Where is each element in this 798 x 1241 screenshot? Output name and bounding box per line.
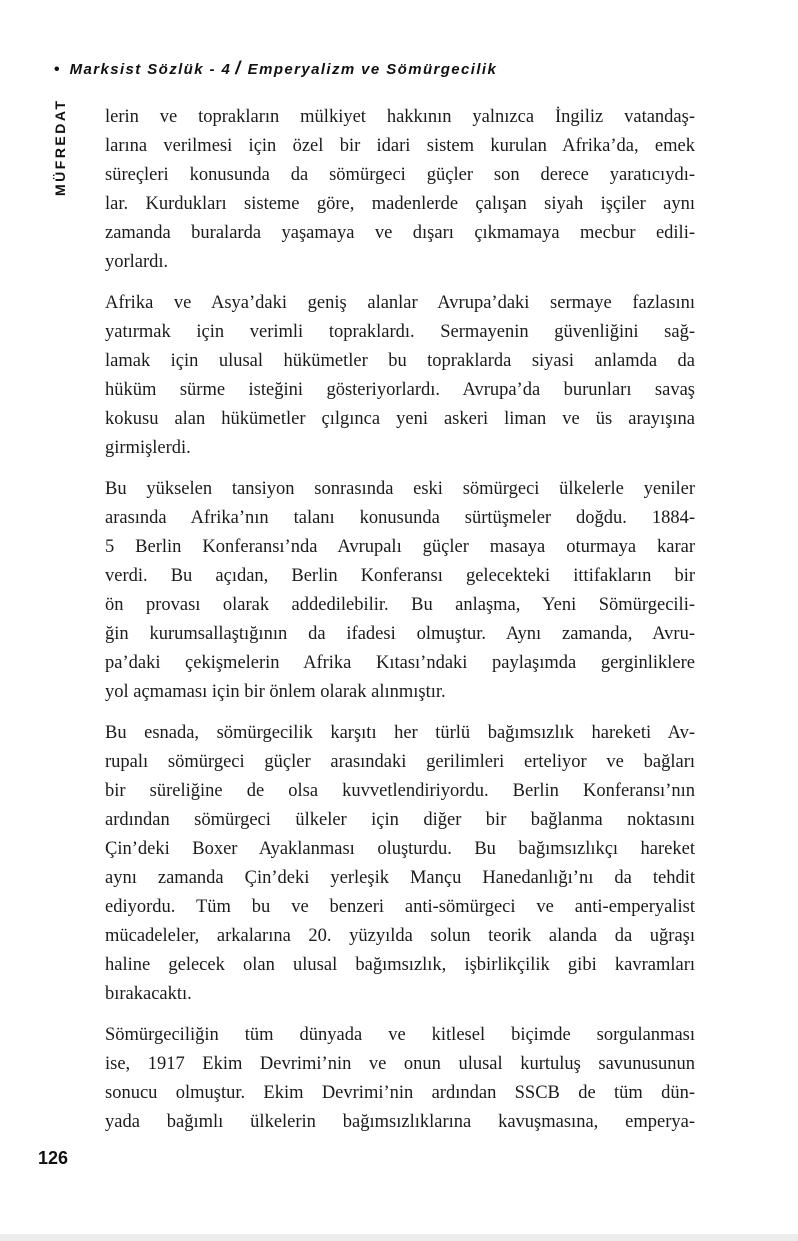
text-line: lar. Kurdukları sisteme göre, madenlerde çalışan siyah işçiler aynı bbox=[105, 194, 695, 214]
margin-tab-label: MÜFREDAT bbox=[52, 98, 68, 196]
text-line: yorlardı. bbox=[105, 252, 169, 272]
text-line: 5 Berlin Konferansı’nda Avrupalı güçler masaya oturmaya karar bbox=[105, 537, 695, 557]
running-header bbox=[54, 58, 497, 79]
text-line: sonucu olmuştur. Ekim Devrimi’nin ardından SSCB de tüm dün- bbox=[105, 1083, 695, 1103]
paragraph bbox=[105, 289, 695, 463]
text-line: Bu esnada, sömürgecilik karşıtı her türlü bağımsızlık hareketi Av- bbox=[105, 723, 695, 743]
text-line: yatırmak için verimli topraklardı. Sermayenin güvenliğini sağ- bbox=[105, 322, 695, 342]
text-line: Afrika ve Asya’daki geniş alanlar Avrupa’daki sermaye fazlasını bbox=[105, 293, 695, 313]
text-line: ise, 1917 Ekim Devrimi’nin ve onun ulusal kurtuluş savunusunun bbox=[105, 1054, 695, 1074]
text-line: rupalı sömürgeci güçler arasındaki gerilimleri erteliyor ve bağları bbox=[105, 752, 695, 772]
text-line: Sömürgeciliğin tüm dünyada ve kitlesel biçimde sorgulanması bbox=[105, 1025, 695, 1045]
paragraph bbox=[105, 103, 695, 277]
text-line: bırakacaktı. bbox=[105, 984, 192, 1004]
text-line: arasında Afrika’nın talanı konusunda sürtüşmeler doğdu. 1884- bbox=[105, 508, 695, 528]
text-line: hüküm sürme isteğini gösteriyorlardı. Avrupa’da burunları savaş bbox=[105, 380, 695, 400]
text-line: yol açmaması için bir önlem olarak alınmıştır. bbox=[105, 682, 446, 702]
text-line: kokusu alan hükümetler çılgınca yeni askeri liman ve üs arayışına bbox=[105, 409, 695, 429]
text-line: lamak için ulusal hükümetler bu topraklarda siyasi anlamda da bbox=[105, 351, 695, 371]
text-line: larına verilmesi için özel bir idari sistem kurulan Afrika’da, emek bbox=[105, 136, 695, 156]
text-line: aynı zamanda Çin’deki yerleşik Mançu Hanedanlığı’nı da tehdit bbox=[105, 868, 695, 888]
paragraph bbox=[105, 1021, 695, 1137]
text-line: yada bağımlı ülkelerin bağımsızlıklarına kavuşmasına, emperya- bbox=[105, 1112, 695, 1132]
text-line: Bu yükselen tansiyon sonrasında eski sömürgeci ülkelerle yeniler bbox=[105, 479, 695, 499]
text-line: ediyordu. Tüm bu ve benzeri anti-sömürgeci ve anti-emperyalist bbox=[105, 897, 695, 917]
text-line: ardından sömürgeci ülkeler için diğer bir bağlanma noktasını bbox=[105, 810, 695, 830]
text-line: ğin kurumsallaştığının da ifadesi olmuştur. Aynı zamanda, Avru- bbox=[105, 624, 695, 644]
text-line: zamanda buralarda yaşamaya ve dışarı çıkmamaya mecbur edili- bbox=[105, 223, 695, 243]
text-line: girmişlerdi. bbox=[105, 438, 191, 458]
text-line: haline gelecek olan ulusal bağımsızlık, işbirlikçilik gibi kavramları bbox=[105, 955, 695, 975]
text-line: verdi. Bu açıdan, Berlin Konferansı gelecekteki ittifakların bir bbox=[105, 566, 695, 586]
paragraph bbox=[105, 475, 695, 707]
text-line: mücadeleler, arkalarına 20. yüzyılda solun teorik alanda da uğraşı bbox=[105, 926, 695, 946]
header-chapter-title: Emperyalizm ve Sömürgecilik bbox=[247, 61, 498, 78]
header-bullet-icon: • bbox=[54, 61, 60, 78]
page-number: 126 bbox=[38, 1148, 69, 1168]
text-line: Çin’deki Boxer Ayaklanması oluşturdu. Bu bağımsızlıkçı hareket bbox=[105, 839, 695, 859]
body-text bbox=[105, 103, 695, 1149]
text-line: pa’daki çekişmelerin Afrika Kıtası’ndaki paylaşımda gerginliklere bbox=[105, 653, 695, 673]
text-line: süreçleri konusunda da sömürgeci güçler son derece yaratıcıydı- bbox=[105, 165, 695, 185]
text-line: bir süreliğine de olsa kuvvetlendiriyordu. Berlin Konferansı’nın bbox=[105, 781, 695, 801]
header-series-title: Marksist Sözlük - 4 bbox=[69, 61, 232, 78]
header-separator: / bbox=[235, 58, 242, 78]
paragraph bbox=[105, 719, 695, 1009]
text-line: ön provası olarak addedilebilir. Bu anlaşma, Yeni Sömürgecili- bbox=[105, 595, 695, 615]
text-line: lerin ve toprakların mülkiyet hakkının yalnızca İngiliz vatandaş- bbox=[105, 107, 695, 127]
